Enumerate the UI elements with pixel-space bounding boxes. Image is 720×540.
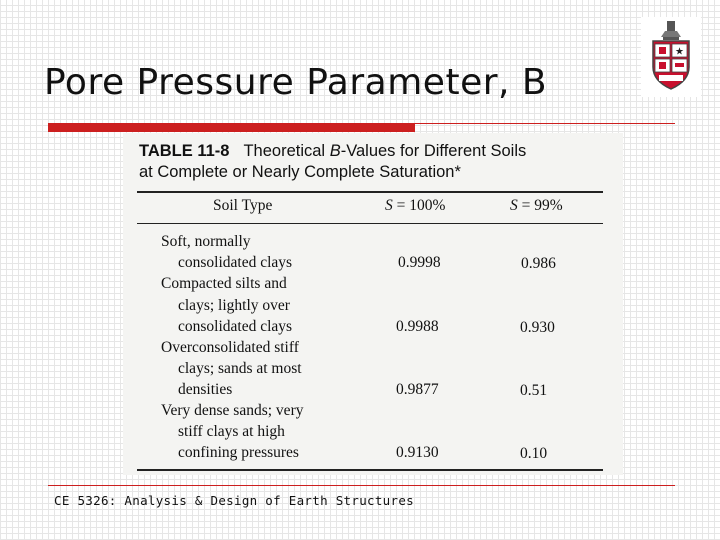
row-3-soil-line-1: Overconsolidated stiff [161, 339, 299, 356]
row-1-s100: 0.9998 [398, 254, 441, 271]
row-4-soil-line-1: Very dense sands; very [161, 402, 304, 419]
row-4-s99: 0.10 [520, 445, 548, 462]
title-rule [415, 123, 675, 124]
row-3-soil-line-3: densities [178, 381, 233, 398]
row-1-soil-line-2: consolidated clays [178, 254, 293, 271]
table-caption-line-2: at Complete or Nearly Complete Saturation* [139, 163, 461, 181]
university-seal-icon [641, 17, 701, 97]
row-2-soil-line-2: clays; lightly over [178, 297, 290, 314]
header-s-99: S = 99% [510, 197, 563, 214]
row-4-soil-line-3: confining pressures [178, 444, 299, 461]
table-number: TABLE 11-8 [139, 142, 230, 160]
slide-title: Pore Pressure Parameter, B [44, 62, 548, 103]
svg-text:★: ★ [675, 46, 684, 58]
table-caption-line-1: TABLE 11-8 Theoretical B-Values for Different Soils [139, 142, 527, 160]
row-4-soil-line-2: stiff clays at high [178, 423, 285, 440]
row-3-s100: 0.9877 [396, 381, 439, 398]
row-3-s99: 0.51 [520, 382, 548, 399]
row-1-s99: 0.986 [521, 255, 556, 272]
row-3-soil-line-2: clays; sands at most [178, 360, 302, 377]
row-2-soil-line-3: consolidated clays [178, 318, 293, 335]
table-bottom-rule [137, 469, 603, 471]
row-2-s99: 0.930 [520, 319, 555, 336]
footer-course-title: CE 5326: Analysis & Design of Earth Structures [54, 493, 414, 508]
row-2-s100: 0.9988 [396, 318, 439, 335]
title-accent-bar [48, 123, 415, 132]
b-values-table [123, 133, 623, 475]
header-s-100: S = 100% [385, 197, 446, 214]
table-caption [139, 141, 614, 183]
header-soil-type: Soil Type [213, 197, 273, 214]
footer-rule [48, 485, 675, 486]
table-top-rule [137, 191, 603, 193]
row-1-soil-line-1: Soft, normally [161, 233, 251, 250]
table-header-rule [137, 223, 603, 224]
row-2-soil-line-1: Compacted silts and [161, 275, 287, 292]
row-4-s100: 0.9130 [396, 444, 439, 461]
